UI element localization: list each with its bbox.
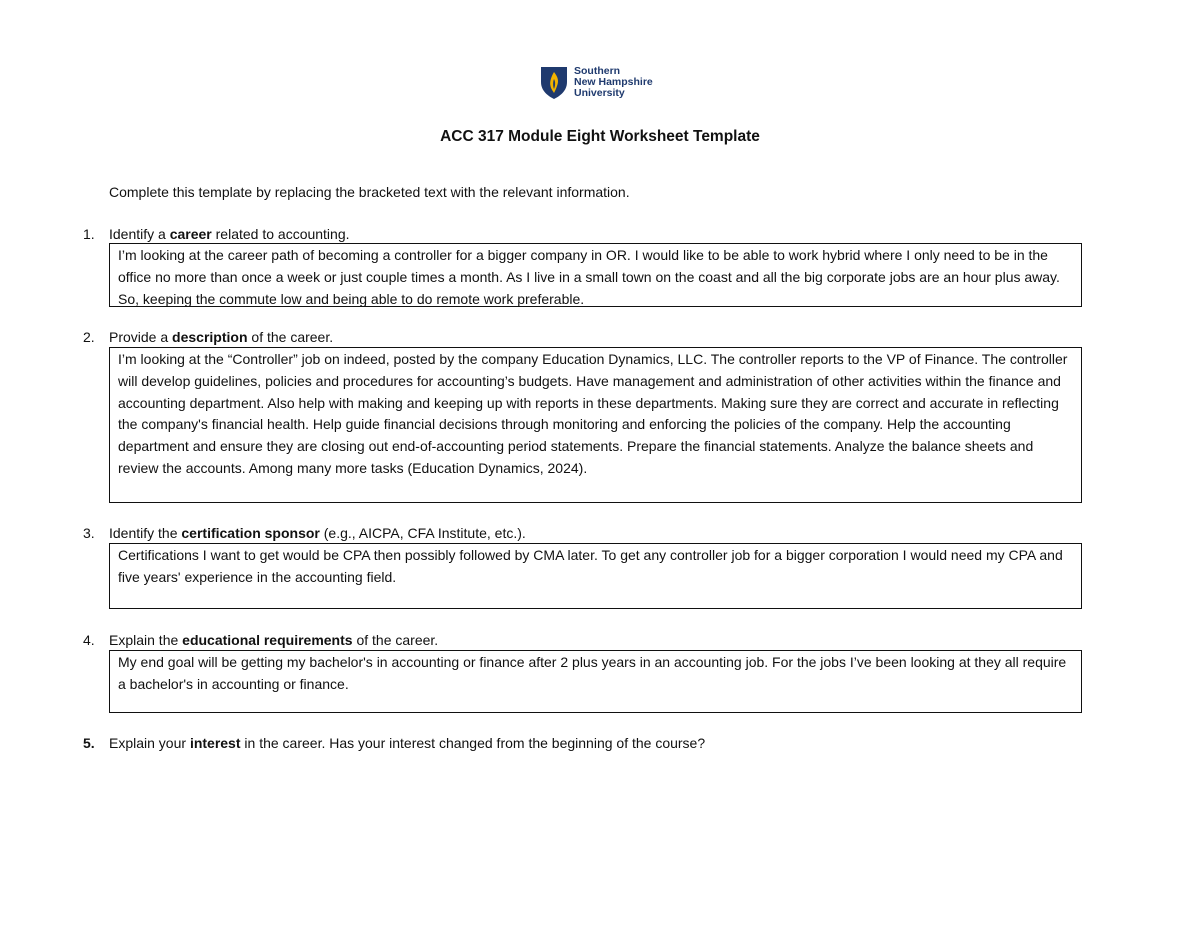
question-suffix: of the career. — [247, 329, 334, 345]
question-keyword: description — [172, 329, 248, 345]
question-number: 2. — [83, 329, 95, 345]
question-suffix: related to accounting. — [211, 226, 350, 242]
question-keyword: educational requirements — [182, 632, 353, 648]
document-title: ACC 317 Module Eight Worksheet Template — [440, 128, 760, 145]
question-4 — [83, 632, 438, 648]
university-name — [574, 66, 653, 99]
question-1 — [83, 226, 350, 242]
question-keyword: certification sponsor — [181, 525, 320, 541]
question-prefix: Explain your — [109, 735, 190, 751]
university-logo — [540, 66, 653, 100]
logo-line-3: University — [574, 87, 625, 99]
answer-box-1[interactable]: I’m looking at the career path of becoming a controller for a bigger company in OR. I would like to be able to work hybrid where I only need to be in the office no more than once a week or just couple times a month. As I live in a small town on the coast and all the big corporate jobs are an hour plus away. So, keeping the commute low and being able to do remote work preferable. — [109, 243, 1082, 307]
answer-box-4[interactable]: My end goal will be getting my bachelor's in accounting or finance after 2 plus years in an accounting job. For the jobs I’ve been looking at they all require a bachelor's in accounting or finance. — [109, 650, 1082, 713]
question-suffix: (e.g., AICPA, CFA Institute, etc.). — [319, 525, 526, 541]
question-prefix: Provide a — [109, 329, 173, 345]
question-prefix: Identify a — [109, 226, 170, 242]
question-prefix: Explain the — [109, 632, 183, 648]
question-prefix: Identify the — [109, 525, 182, 541]
question-keyword: career — [169, 226, 212, 242]
question-5 — [83, 735, 705, 751]
question-2 — [83, 329, 333, 345]
question-number: 4. — [83, 632, 95, 648]
question-number: 3. — [83, 525, 95, 541]
answer-box-2[interactable]: I’m looking at the “Controller” job on indeed, posted by the company Education Dynamics, LLC. The controller reports to the VP of Finance. The controller will develop guidelines, policies and procedures for accounting’s budgets. Have management and administration of other activities within the finance and accounting department. Also help with making and keeping up with reports in these departments. Making sure they are correct and accurate in reflecting the company's financial health. Help guide financial decisions through monitoring and enforcing the policies of the company. Help the accounting department and ensure they are closing out end-of-accounting period statements. Prepare the financial statements. Analyze the balance sheets and review the accounts. Among many more tasks (Education Dynamics, 2024). — [109, 347, 1082, 503]
question-suffix: of the career. — [352, 632, 439, 648]
question-number: 1. — [83, 226, 95, 242]
question-suffix: in the career. Has your interest changed from the beginning of the course? — [240, 735, 706, 751]
logo-line-1: Southern — [574, 65, 621, 77]
flame-shield-icon — [540, 66, 568, 100]
instructions-text: Complete this template by replacing the bracketed text with the relevant information. — [109, 184, 630, 200]
question-3 — [83, 525, 526, 541]
question-number: 5. — [83, 735, 95, 751]
logo-line-2: New Hampshire — [574, 76, 653, 88]
answer-box-3[interactable]: Certifications I want to get would be CPA then possibly followed by CMA later. To get any controller job for a bigger corporation I would need my CPA and five years' experience in the accounting field. — [109, 543, 1082, 609]
question-keyword: interest — [189, 735, 241, 751]
